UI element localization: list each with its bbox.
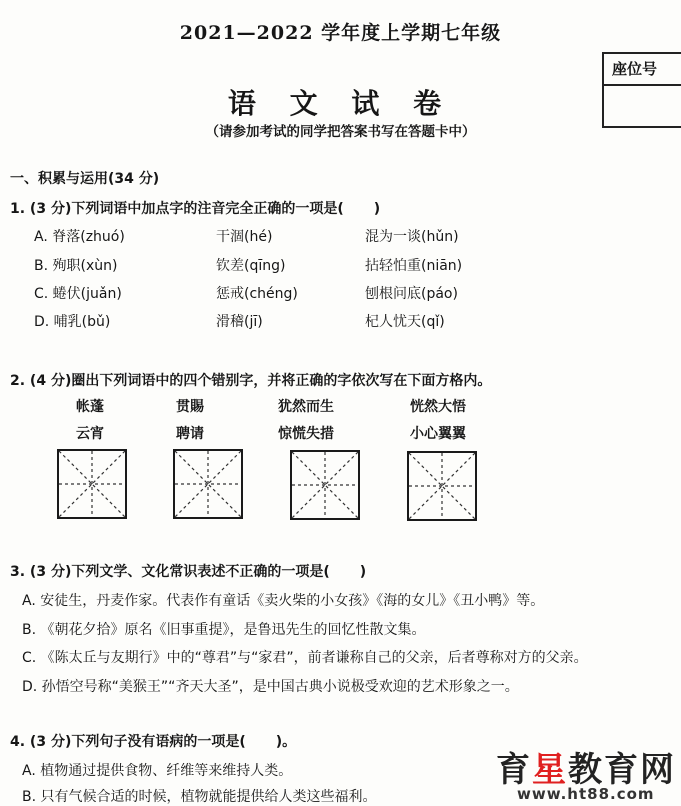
exam-year-heading: 2021—2022 学年度上学期七年级 <box>179 22 502 44</box>
q1-option-d-1: D. 哺乳(bǔ) <box>34 314 111 330</box>
q1-option-d-3: 杞人忧天(qǐ) <box>365 314 445 330</box>
watermark-char: 育 <box>496 750 532 790</box>
section-heading: 一、积累与运用(34 分) <box>10 171 160 187</box>
exam-title: 语 文 试 卷 <box>227 87 454 120</box>
q1-option-a-3: 混为一谈(hǔn) <box>365 229 459 245</box>
exam-instruction: （请参加考试的同学把答案书写在答题卡中） <box>205 124 476 140</box>
q2-word: 惊慌失措 <box>278 426 334 442</box>
q1-option-b-1: B. 殉职(xùn) <box>34 258 118 274</box>
q2-word: 帐蓬 <box>76 399 104 415</box>
q2-word: 贯賜 <box>176 399 204 415</box>
answer-grid-cell[interactable] <box>290 450 360 520</box>
q1-option-b-2: 钦差(qīng) <box>216 258 286 274</box>
q2-word: 小心翼翼 <box>410 426 466 442</box>
q1-option-b-3: 拈轻怕重(niān) <box>365 258 463 274</box>
question-1-paren: ) <box>373 201 381 217</box>
q1-option-a-2: 干涸(hé) <box>216 229 273 245</box>
question-3-stem <box>10 561 366 581</box>
answer-grid-cell[interactable] <box>57 449 127 519</box>
question-1-text: 1. (3 分)下列词语中加点字的注音完全正确的一项是( <box>10 201 344 217</box>
question-1-stem <box>10 198 380 218</box>
watermark-logo <box>496 742 676 791</box>
q1-option-c-1: C. 蜷伏(juǎn) <box>34 286 122 302</box>
q3-option-a: A. 安徒生，丹麦作家。代表作有童话《卖火柴的小女孩》《海的女儿》《丑小鸭》等。 <box>22 593 545 609</box>
grid-guide-lines <box>59 451 125 517</box>
grid-guide-lines <box>292 452 358 518</box>
q1-option-c-2: 惩戒(chéng) <box>216 286 298 302</box>
question-4-paren: )。 <box>275 734 297 750</box>
answer-grid-cell[interactable] <box>173 449 243 519</box>
question-3-text: 3. (3 分)下列文学、文化常识表述不正确的一项是( <box>10 564 330 580</box>
q4-option-b: B. 只有气候合适的时候，植物就能提供给人类这些福利。 <box>22 789 377 805</box>
question-4-text: 4. (3 分)下列句子没有语病的一项是( <box>10 734 246 750</box>
question-2-stem: 2. (4 分)圈出下列词语中的四个错别字，并将正确的字依次写在下面方格内。 <box>10 373 492 389</box>
watermark-url: www.ht88.com <box>517 785 655 803</box>
q1-option-d-2: 滑稽(jī) <box>216 314 263 330</box>
question-3-paren: ) <box>359 564 367 580</box>
q3-option-b: B. 《朝花夕拾》原名《旧事重提》，是鲁迅先生的回忆性散文集。 <box>22 622 426 638</box>
grid-guide-lines <box>409 453 475 519</box>
q2-word: 犹然而生 <box>278 399 334 415</box>
q2-word: 聘请 <box>176 426 204 442</box>
q3-option-d: D. 孙悟空号称“美猴王”“齐天大圣”，是中国古典小说极受欢迎的艺术形象之一。 <box>22 679 519 695</box>
answer-grid-cell[interactable] <box>407 451 477 521</box>
seat-number-label: 座位号 <box>604 54 681 86</box>
q1-option-c-3: 刨根问底(páo) <box>365 286 458 302</box>
q4-option-a: A. 植物通过提供食物、纤维等来维持人类。 <box>22 763 293 779</box>
watermark-star-char: 星 <box>532 750 568 790</box>
q2-word: 云宵 <box>76 426 104 442</box>
question-4-stem <box>10 731 296 751</box>
watermark-char: 教育网 <box>568 750 676 790</box>
q1-option-a-1: A. 脊落(zhuó) <box>34 229 125 245</box>
grid-guide-lines <box>175 451 241 517</box>
q2-word: 恍然大悟 <box>410 399 466 415</box>
q3-option-c: C. 《陈太丘与友期行》中的“尊君”与“家君”，前者谦称自己的父亲，后者尊称对方的父亲。 <box>22 650 588 666</box>
